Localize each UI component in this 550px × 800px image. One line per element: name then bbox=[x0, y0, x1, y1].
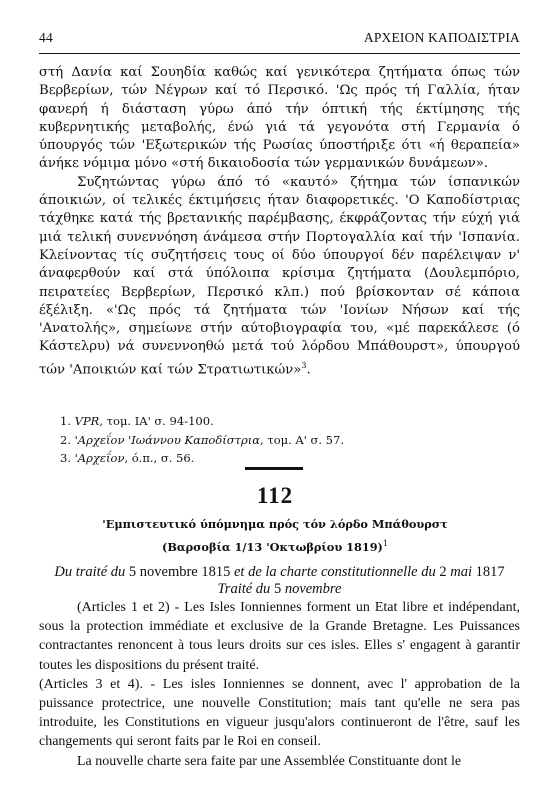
french-body-text bbox=[39, 598, 520, 771]
footnote-title: 'Αρχεΐον 'Ιωάννου Καποδίστρια bbox=[74, 432, 261, 447]
french-paragraph: (Articles 3 et 4). - Les isles Ionniennes se donnent, avec l' approbation de la puissance protectrice, une nouvelle Constitution; mais tant qu'elle ne sera pas introduite, les Constitutions en vigueur jusqu'alors continueront de l'être, sauf les changements qui seront faits par le Roi en conseil. bbox=[39, 676, 520, 750]
footnote bbox=[60, 449, 520, 468]
french-subheading: Traité du 5 novembre bbox=[217, 581, 342, 597]
body-paragraph: στή Δανία καί Σουηδία καθώς καί γενικότερα ζητήματα όπως τών Βερβερίων, τών Νέγρων καί τό Περσικό. 'Ως πρός τή Γαλλία, ήταν φανερή ή διάσταση γύρω άπό τήν όπτική τής έκτίμησης τής κυβερνητικής μεταβολής, ένώ γιά τά γεγονότα στή Γερμανία ό ύπουργός τών 'Εξωτερικών τής Ρωσίας ύποστήριξε ότι «ή θεραπεία» άνήκε νόμιμα μόνο «στή δικαιοδοσία τών γερμανικών δυνάμεων». bbox=[39, 65, 520, 172]
footnote-title: VPR bbox=[74, 414, 100, 428]
body-paragraph-end: . bbox=[306, 362, 311, 378]
header-rule bbox=[39, 53, 520, 54]
running-title: ΑΡΧΕΙΟΝ ΚΑΠΟΔΙΣΤΡΙΑ bbox=[363, 30, 520, 45]
document-title bbox=[0, 515, 550, 557]
footnote-number: 3. bbox=[60, 451, 71, 465]
document-date: (Βαρσοβία 1/13 'Οκτωβρίου 1819) bbox=[162, 539, 383, 554]
footnote bbox=[60, 412, 520, 431]
body-paragraph-text: Συζητώντας γύρω άπό τό «καυτό» ζήτημα τών ίσπανικών άποικιών, οί τελικές έκτιμήσεις ήταν διαφορετικές. 'Ο Καποδίστριας τάχθηκε κατά τής βρετανικής παρέμβασης, έκφράζοντας τήν εύχή γιά μιά τελική συνεννόηση άνάμεσα στήν Πορτογαλλία καί τήν 'Ισπανία. Κλείνοντας τίς συζητήσεις τους οί δύο ύπουργοί δέν παρέλειψαν ν' άναφερθούν καί στά ύπόλοιπα κρίσιμα ζητήματα (Δουλεμπόριο, πειρατείες Βερβερίων, Περσικό κλπ.) πού βρίσκονταν σέ κάποια έξέλιξη. «'Ως πρός τά ζητήματα τών 'Ιονίων Νήσων καί τής 'Ανατολής», σημείωνε στήν αύτοβιογραφία του, «μέ παρεκάλεσε (ό Κάστελρυ) νά συνεννοηθώ μετά τού λόρδου Μπάθουρστ», ύπουργού τών 'Αποικιών καί τών Στρατιωτικών» bbox=[39, 174, 520, 378]
french-heading-line: Du traité du 5 novembre 1815 et de la charte constitutionnelle du 2 mai 1817 bbox=[54, 564, 505, 580]
footnote-ref: 3 bbox=[301, 360, 307, 370]
page-number: 44 bbox=[39, 30, 53, 45]
document-date-line bbox=[0, 534, 550, 557]
section-divider bbox=[245, 467, 303, 470]
footnote-title: 'Αρχεΐον bbox=[74, 451, 125, 465]
footnote-text: , τομ. ΙΑ' σ. 94-100. bbox=[99, 414, 214, 428]
footnotes bbox=[60, 412, 520, 468]
document-number: 112 bbox=[256, 483, 294, 508]
footnote-ref: 1 bbox=[382, 539, 388, 548]
running-header bbox=[39, 30, 520, 46]
footnote bbox=[60, 431, 520, 450]
document-title-line: 'Εμπιστευτικό ύπόμνημα πρός τόν λόρδο Μπάθουρστ bbox=[102, 517, 448, 531]
french-heading bbox=[39, 564, 520, 598]
body-paragraph bbox=[39, 174, 520, 380]
footnote-number: 1. bbox=[60, 414, 71, 428]
footnote-number: 2. bbox=[60, 432, 71, 447]
footnote-text: , ό.π., σ. 56. bbox=[124, 451, 195, 465]
french-paragraph: La nouvelle charte sera faite par une Assemblée Constituante dont le bbox=[77, 753, 462, 769]
footnote-text: , τομ. Α' σ. 57. bbox=[260, 432, 344, 447]
french-paragraph: (Articles 1 et 2) - Les Isles Ionniennes forment un Etat libre et indépendant, sous la protection immédiate et exclusive de la Grande Bretagne. Les Puissances contractantes renoncent à tous leurs droits sur ces isles. Elles s' engagent à garantir toutes les dispositions du présent traité. bbox=[39, 600, 520, 673]
greek-body-text bbox=[39, 64, 520, 379]
